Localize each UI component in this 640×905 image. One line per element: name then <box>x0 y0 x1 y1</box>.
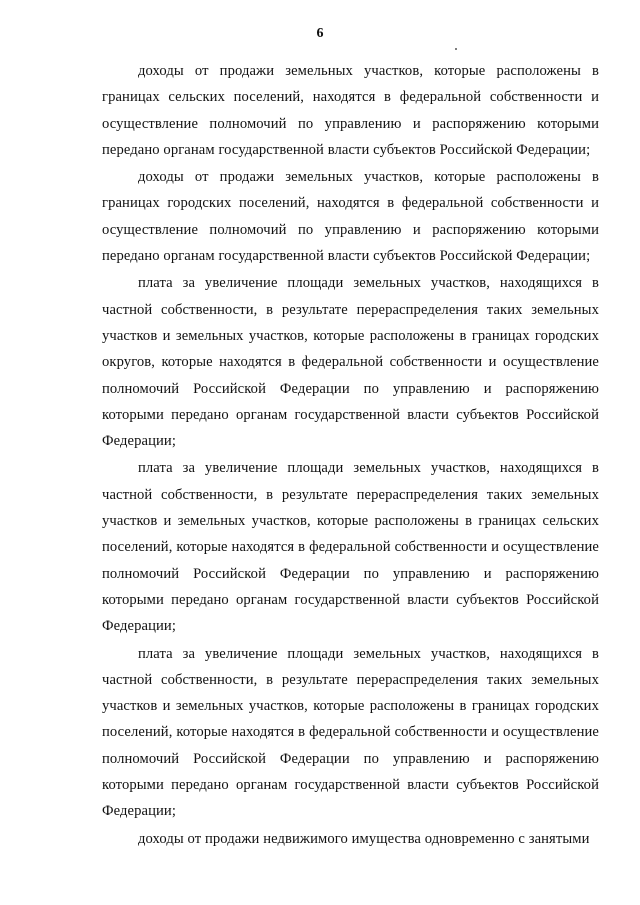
document-body <box>102 58 599 852</box>
paragraph-city-district-plots-fee: плата за увеличение площади земельных участков, находящихся в частной собственности, в результате перераспределения таких земельных участков и земельных участков, которые расположены в границах городских округов, которые находятся в федеральной собственности и осуществление полномочий Российской Федерации по управлению и распоряжению которыми передано органам государственной власти субъектов Российской Федерации; <box>102 275 599 450</box>
paragraph-urban-land-sales: доходы от продажи земельных участков, которые расположены в границах городских поселений, находятся в федеральной собственности и осуществление полномочий по управлению и распоряжению которыми передано органам государственной власти субъектов Российской Федерации; <box>102 169 599 265</box>
paragraph-real-estate-sales: доходы от продажи недвижимого имущества одновременно с занятыми <box>138 830 590 847</box>
page-number: 6 <box>316 26 324 41</box>
paragraph-urban-settlement-plots-fee: плата за увеличение площади земельных участков, находящихся в частной собственности, в результате перераспределения таких земельных участков и земельных участков, которые расположены в границах городских поселений, которые находятся в федеральной собственности и осуществление полномочий Российской Федерации по управлению и распоряжению которыми передано органам государственной власти субъектов Российской Федерации; <box>102 645 599 820</box>
paragraph-rural-land-sales: доходы от продажи земельных участков, которые расположены в границах сельских поселений, находятся в федеральной собственности и осуществление полномочий по управлению и распоряжению которыми передано органам государственной власти субъектов Российской Федерации; <box>102 63 599 158</box>
scan-speck <box>455 48 457 50</box>
paragraph-rural-settlement-plots-fee: плата за увеличение площади земельных участков, находящихся в частной собственности, в результате перераспределения таких земельных участков и земельных участков, которые расположены в границах сельских поселений, которые находятся в федеральной собственности и осуществление полномочий Российской Федерации по управлению и распоряжению которыми передано органам государственной власти субъектов Российской Федерации; <box>102 460 599 635</box>
